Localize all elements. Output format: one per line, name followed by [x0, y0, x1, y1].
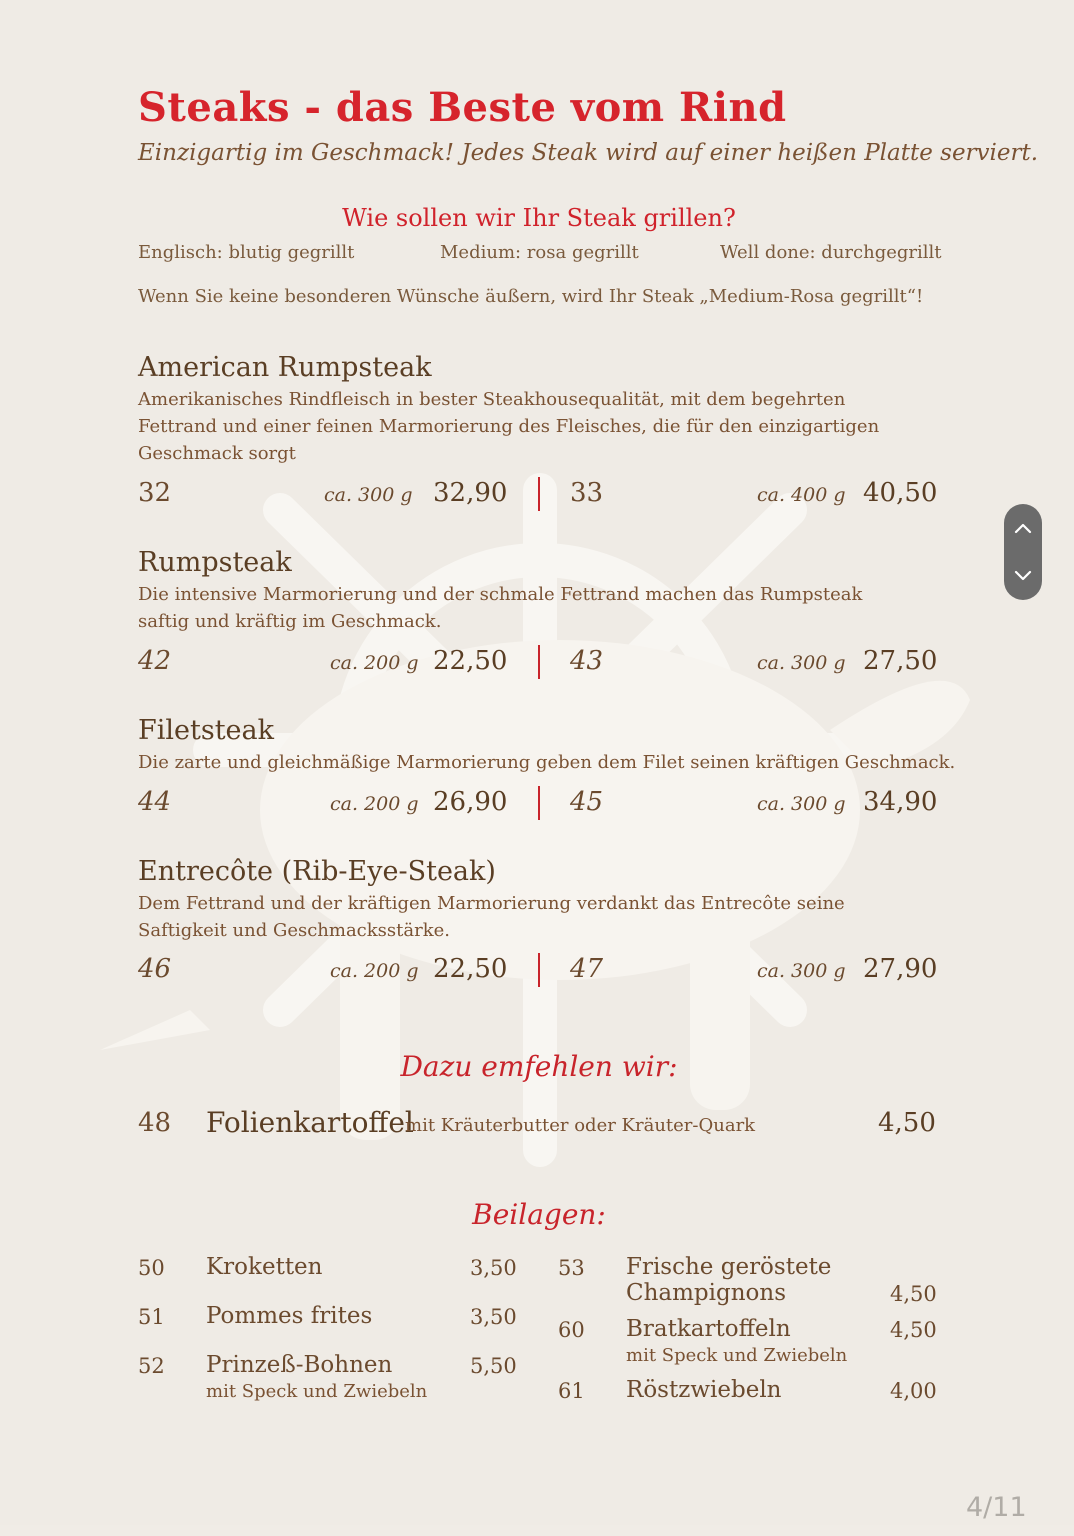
steak-description: Die zarte und gleichmäßige Marmorierung geben dem Filet seinen kräftigen Geschmack. — [138, 752, 956, 773]
item-weight: ca. 400 g — [757, 484, 846, 506]
side-name: Bratkartoffeln — [626, 1316, 791, 1342]
side-number: 60 — [558, 1318, 585, 1342]
page-indicator: 4/11 — [966, 1492, 1027, 1523]
scroll-up-button[interactable] — [1004, 504, 1042, 552]
side-name: Champignons — [626, 1280, 787, 1306]
page-scroll-control — [1004, 504, 1042, 600]
steak-name: American Rumpsteak — [138, 352, 432, 383]
price-separator — [538, 953, 540, 987]
item-price: 4,50 — [878, 1108, 936, 1138]
item-price: 22,50 — [433, 646, 508, 676]
item-number: 32 — [138, 478, 172, 508]
price-separator — [538, 477, 540, 511]
item-number: 42 — [138, 646, 172, 676]
grill-option-english: Englisch: blutig gegrillt — [138, 242, 355, 263]
item-number: 33 — [570, 478, 604, 508]
item-price: 32,90 — [433, 478, 508, 508]
sides-title: Beilagen: — [472, 1198, 606, 1231]
grilling-note: Wenn Sie keine besonderen Wünsche äußern, wird Ihr Steak „Medium-Rosa gegrillt“! — [138, 286, 924, 307]
side-name: Kroketten — [206, 1254, 323, 1280]
item-weight: ca. 300 g — [757, 960, 846, 982]
item-weight: ca. 200 g — [330, 793, 419, 815]
side-number: 50 — [138, 1256, 165, 1280]
side-subtext: mit Speck und Zwiebeln — [206, 1381, 428, 1402]
steak-name: Filetsteak — [138, 715, 274, 746]
item-price: 34,90 — [863, 787, 938, 817]
chevron-up-icon — [1014, 522, 1032, 534]
side-price: 5,50 — [470, 1354, 517, 1378]
side-subtext: mit Speck und Zwiebeln — [626, 1345, 848, 1366]
side-price: 4,50 — [890, 1318, 937, 1342]
item-number: 43 — [570, 646, 604, 676]
item-weight: ca. 200 g — [330, 652, 419, 674]
grilling-question: Wie sollen wir Ihr Steak grillen? — [342, 204, 736, 232]
steak-name: Rumpsteak — [138, 547, 292, 578]
item-weight: ca. 300 g — [757, 793, 846, 815]
side-number: 53 — [558, 1256, 585, 1280]
recommendation-name: Folienkartoffel — [206, 1106, 414, 1139]
scroll-down-button[interactable] — [1004, 552, 1042, 600]
item-number: 47 — [570, 954, 604, 984]
side-number: 61 — [558, 1379, 585, 1403]
page-title: Steaks - das Beste vom Rind — [138, 84, 787, 131]
item-weight: ca. 300 g — [757, 652, 846, 674]
item-number: 48 — [138, 1108, 172, 1138]
price-separator — [538, 645, 540, 679]
side-name: Pommes frites — [206, 1303, 373, 1329]
item-price: 27,90 — [863, 954, 938, 984]
grill-option-medium: Medium: rosa gegrillt — [440, 242, 639, 263]
recommendation-detail: mit Kräuterbutter oder Kräuter-Quark — [405, 1115, 756, 1136]
item-price: 26,90 — [433, 787, 508, 817]
side-price: 4,50 — [890, 1282, 937, 1306]
steak-description: Die intensive Marmorierung und der schmale Fettrand machen das Rumpsteak saftig und kräftig im Geschmack. — [138, 584, 863, 632]
recommendation-title: Dazu emfehlen wir: — [400, 1050, 678, 1083]
grill-option-well-done: Well done: durchgegrillt — [720, 242, 942, 263]
item-weight: ca. 300 g — [324, 484, 413, 506]
item-price: 40,50 — [863, 478, 938, 508]
price-separator — [538, 786, 540, 820]
page-subtitle: Einzigartig im Geschmack! Jedes Steak wird auf einer heißen Platte serviert. — [138, 140, 1039, 166]
item-number: 45 — [570, 787, 604, 817]
item-number: 44 — [138, 787, 172, 817]
side-name: Prinzeß-Bohnen — [206, 1352, 393, 1378]
steak-description: Dem Fettrand und der kräftigen Marmorierung verdankt das Entrecôte seine Saftigkeit und Geschmacksstärke. — [138, 893, 845, 941]
side-price: 3,50 — [470, 1256, 517, 1280]
steak-name: Entrecôte (Rib-Eye-Steak) — [138, 856, 496, 887]
item-price: 27,50 — [863, 646, 938, 676]
side-name: Röstzwiebeln — [626, 1377, 782, 1403]
side-price: 3,50 — [470, 1305, 517, 1329]
chevron-down-icon — [1014, 570, 1032, 582]
side-number: 52 — [138, 1354, 165, 1378]
steak-description: Amerikanisches Rindfleisch in bester Steakhousequalität, mit dem begehrten Fettrand und einer feinen Marmorierung des Fleisches, die für den einzigartigen Geschmack sorgt — [138, 389, 880, 464]
item-number: 46 — [138, 954, 172, 984]
item-weight: ca. 200 g — [330, 960, 419, 982]
side-price: 4,00 — [890, 1379, 937, 1403]
item-price: 22,50 — [433, 954, 508, 984]
side-name: Frische geröstete — [626, 1254, 832, 1280]
side-number: 51 — [138, 1305, 165, 1329]
